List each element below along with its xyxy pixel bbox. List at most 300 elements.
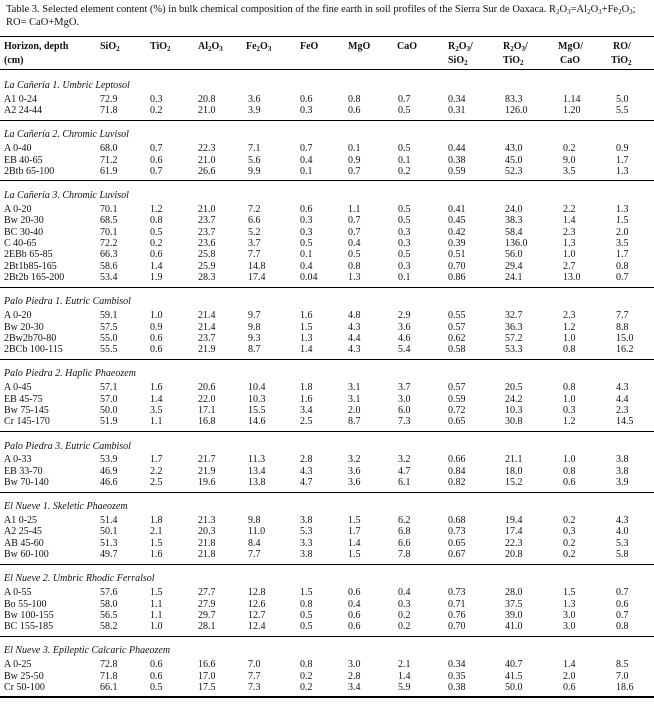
value-cell: 21.8 <box>198 549 216 561</box>
value-cell: 1.5 <box>300 587 313 599</box>
table-row <box>0 105 654 117</box>
horizon-cell: 2Bw2b70-80 <box>4 332 57 344</box>
value-cell: 136.0 <box>505 238 528 249</box>
value-cell: 21.0 <box>198 105 216 117</box>
table-row <box>0 166 654 178</box>
value-cell: 29.7 <box>198 609 216 621</box>
value-cell: 3.6 <box>348 477 361 489</box>
value-cell: 26.6 <box>198 165 216 177</box>
value-cell: 0.73 <box>448 526 466 538</box>
value-cell: 20.3 <box>198 526 216 538</box>
value-cell: 1.0 <box>150 621 163 633</box>
value-cell: 0.6 <box>150 344 163 356</box>
horizon-cell: A 0-25 <box>4 659 32 671</box>
value-cell: 0.7 <box>348 226 361 238</box>
horizon-cell: A2 25-45 <box>4 526 43 538</box>
value-cell: 1.0 <box>150 310 163 322</box>
group-title: El Nueve 2. Umbric Rhodic Ferralsol <box>4 573 155 585</box>
value-cell: 71.2 <box>100 154 118 166</box>
value-cell: 0.8 <box>616 260 629 272</box>
value-cell: 23.7 <box>198 226 216 238</box>
value-cell: 1.1 <box>150 598 163 610</box>
value-cell: 0.8 <box>348 260 361 272</box>
value-cell: 0.84 <box>448 465 466 477</box>
value-cell: 18.0 <box>505 465 523 477</box>
header-ro-tio2: RO/ <box>613 41 631 52</box>
value-cell: 25.9 <box>198 260 216 272</box>
header-fe2o3: $Fe_2O_3$ <box>246 41 272 53</box>
value-cell: 4.0 <box>616 526 629 538</box>
value-cell: 1.5 <box>150 587 163 599</box>
value-cell: 4.8 <box>348 310 361 322</box>
value-cell: 0.3 <box>563 405 576 416</box>
value-cell: 0.7 <box>150 143 163 155</box>
group-separator-rule <box>0 287 654 288</box>
group-title: La Cañería 1. Umbric Leptosol <box>4 80 130 91</box>
value-cell: 4.3 <box>348 321 361 333</box>
value-cell: 22.3 <box>505 537 523 549</box>
group-separator-rule <box>0 120 654 121</box>
value-cell: 0.7 <box>616 609 629 621</box>
value-cell: 16.8 <box>198 416 216 428</box>
value-cell: 0.5 <box>398 203 411 215</box>
value-cell: 1.6 <box>150 382 163 394</box>
group-title: La Cañería 2. Chromic Luvisol <box>4 129 129 141</box>
value-cell: 0.5 <box>398 105 411 117</box>
value-cell: 3.6 <box>398 321 411 333</box>
value-cell: 39.0 <box>505 609 523 621</box>
value-cell: 15.2 <box>505 477 523 489</box>
value-cell: 6.2 <box>398 515 411 526</box>
value-cell: 2.7 <box>563 260 576 272</box>
value-cell: 23.7 <box>198 332 216 344</box>
value-cell: 72.9 <box>100 93 118 105</box>
table-row <box>0 549 654 561</box>
value-cell: 24.1 <box>505 272 523 284</box>
table-row <box>0 204 654 216</box>
value-cell: 2.0 <box>616 226 629 238</box>
value-cell: 57.2 <box>505 332 523 344</box>
header-r2o3-sio2-bottom: SiO$_2$ <box>448 55 468 67</box>
value-cell: 10.3 <box>248 393 266 405</box>
value-cell: 71.8 <box>100 670 118 682</box>
value-cell: 17.1 <box>198 405 216 416</box>
value-cell: 0.9 <box>616 143 629 155</box>
value-cell: 0.7 <box>616 272 629 284</box>
value-cell: 0.38 <box>448 154 466 166</box>
value-cell: 2.8 <box>300 454 313 466</box>
value-cell: 0.5 <box>300 621 313 633</box>
value-cell: 27.7 <box>198 587 216 599</box>
value-cell: 9.9 <box>248 165 261 177</box>
value-cell: 20.8 <box>198 93 216 105</box>
value-cell: 4.6 <box>398 332 411 344</box>
value-cell: 41.0 <box>505 621 523 633</box>
header-feo: FeO <box>300 41 319 52</box>
horizon-cell: 2BCb 100-115 <box>4 344 63 356</box>
value-cell: 1.5 <box>616 215 629 227</box>
horizon-cell: 2Bt1b85-165 <box>4 260 57 272</box>
value-cell: 57.6 <box>100 587 118 599</box>
group-title: Palo Piedra 1. Eutric Cambisol <box>4 296 131 308</box>
value-cell: 61.9 <box>100 165 118 177</box>
value-cell: 15.0 <box>616 332 634 344</box>
group-title: El Nueve 3. Epileptic Calcaric Phaeozem <box>4 645 171 657</box>
value-cell: 1.0 <box>563 332 576 344</box>
group-separator-rule <box>0 180 654 181</box>
value-cell: 8.7 <box>248 344 261 356</box>
value-cell: 1.0 <box>563 393 576 405</box>
value-cell: 1.5 <box>150 537 163 549</box>
value-cell: 36.3 <box>505 321 523 333</box>
value-cell: 0.66 <box>448 454 466 466</box>
value-cell: 24.2 <box>505 393 523 405</box>
value-cell: 0.65 <box>448 416 466 428</box>
value-cell: 58.0 <box>100 598 118 610</box>
horizon-cell: Bw 75-145 <box>4 405 49 416</box>
horizon-cell: A 0-55 <box>4 587 32 599</box>
header-r2o3-tio2: $R_2O_3/$ <box>503 41 528 53</box>
value-cell: 0.8 <box>300 659 313 671</box>
value-cell: 28.0 <box>505 587 523 599</box>
horizon-cell: Bw 20-30 <box>4 215 44 227</box>
value-cell: 0.2 <box>150 238 163 249</box>
table-row <box>0 322 654 334</box>
value-cell: 1.0 <box>563 249 576 261</box>
table-row <box>0 310 654 322</box>
value-cell: 2.8 <box>348 670 361 682</box>
value-cell: 2.1 <box>398 659 411 671</box>
value-cell: 0.1 <box>398 272 411 284</box>
value-cell: 1.3 <box>563 238 576 249</box>
value-cell: 3.8 <box>300 549 313 561</box>
value-cell: 0.1 <box>348 143 361 155</box>
value-cell: 5.3 <box>300 526 313 538</box>
value-cell: 57.0 <box>100 393 118 405</box>
horizon-cell: A 0-33 <box>4 454 32 466</box>
value-cell: 20.6 <box>198 382 216 394</box>
value-cell: 0.8 <box>563 382 576 394</box>
value-cell: 3.5 <box>616 238 629 249</box>
header-horizon: Horizon, depth <box>4 41 69 52</box>
value-cell: 13.8 <box>248 477 266 489</box>
value-cell: 17.4 <box>505 526 523 538</box>
value-cell: 0.39 <box>448 238 466 249</box>
value-cell: 1.6 <box>300 393 313 405</box>
value-cell: 58.6 <box>100 260 118 272</box>
value-cell: 17.4 <box>248 272 266 284</box>
value-cell: 25.8 <box>198 249 216 261</box>
value-cell: 23.6 <box>198 238 216 249</box>
horizon-cell: A 0-40 <box>4 143 32 155</box>
value-cell: 50.0 <box>100 405 118 416</box>
value-cell: 16.6 <box>198 659 216 671</box>
value-cell: 45.0 <box>505 154 523 166</box>
value-cell: 0.8 <box>563 465 576 477</box>
value-cell: 0.2 <box>300 670 313 682</box>
value-cell: 68.0 <box>100 143 118 155</box>
value-cell: 3.5 <box>563 165 576 177</box>
value-cell: 2.9 <box>398 310 411 322</box>
horizon-cell: 2EBb 65-85 <box>4 249 53 261</box>
value-cell: 19.4 <box>505 515 523 526</box>
value-cell: 6.0 <box>398 405 411 416</box>
value-cell: 20.8 <box>505 549 523 561</box>
value-cell: 0.34 <box>448 93 466 105</box>
value-cell: 0.6 <box>300 93 313 105</box>
value-cell: 46.9 <box>100 465 118 477</box>
table-row <box>0 599 654 611</box>
horizon-cell: Bw 60-100 <box>4 549 49 561</box>
value-cell: 1.4 <box>563 659 576 671</box>
value-cell: 0.4 <box>300 154 313 166</box>
value-cell: 7.3 <box>248 682 261 693</box>
value-cell: 6.8 <box>398 526 411 538</box>
value-cell: 1.8 <box>150 515 163 526</box>
value-cell: 0.6 <box>348 105 361 117</box>
header-ro-tio2-bottom: TiO$_2$ <box>611 55 632 67</box>
value-cell: 14.6 <box>248 416 266 428</box>
value-cell: 1.3 <box>300 332 313 344</box>
table-top-rule <box>0 36 654 37</box>
value-cell: 1.1 <box>348 203 361 215</box>
value-cell: 0.2 <box>563 549 576 561</box>
value-cell: 1.7 <box>616 154 629 166</box>
table-row <box>0 155 654 167</box>
value-cell: 57.1 <box>100 382 118 394</box>
horizon-cell: A 0-20 <box>4 310 32 322</box>
value-cell: 21.3 <box>198 515 216 526</box>
value-cell: 0.6 <box>150 659 163 671</box>
value-cell: 53.3 <box>505 344 523 356</box>
value-cell: 13.4 <box>248 465 266 477</box>
value-cell: 55.0 <box>100 332 118 344</box>
horizon-cell: 2Btb 65-100 <box>4 165 55 177</box>
table-row <box>0 238 654 250</box>
value-cell: 4.3 <box>616 382 629 394</box>
value-cell: 0.6 <box>150 154 163 166</box>
header-r2o3-tio2-bottom: TiO$_2$ <box>503 55 524 67</box>
value-cell: 5.3 <box>616 537 629 549</box>
horizon-cell: Cr 50-100 <box>4 682 45 693</box>
value-cell: 1.8 <box>300 382 313 394</box>
value-cell: 0.4 <box>398 587 411 599</box>
value-cell: 51.4 <box>100 515 118 526</box>
value-cell: 7.1 <box>248 143 261 155</box>
horizon-cell: Cr 145-170 <box>4 416 50 428</box>
value-cell: 0.6 <box>150 332 163 344</box>
value-cell: 0.7 <box>348 215 361 227</box>
value-cell: 0.41 <box>448 203 466 215</box>
value-cell: 51.9 <box>100 416 118 428</box>
table-row <box>0 416 654 428</box>
value-cell: 4.7 <box>300 477 313 489</box>
value-cell: 0.6 <box>348 621 361 633</box>
value-cell: 6.6 <box>398 537 411 549</box>
value-cell: 0.5 <box>300 609 313 621</box>
value-cell: 0.57 <box>448 321 466 333</box>
horizon-cell: Bw 70-140 <box>4 477 49 489</box>
table-row <box>0 215 654 227</box>
value-cell: 56.5 <box>100 609 118 621</box>
table-row <box>0 682 654 694</box>
horizon-cell: BC 30-40 <box>4 226 44 238</box>
value-cell: 72.8 <box>100 659 118 671</box>
value-cell: 11.0 <box>248 526 266 538</box>
value-cell: 7.8 <box>398 549 411 561</box>
value-cell: 0.3 <box>398 226 411 238</box>
value-cell: 0.6 <box>348 609 361 621</box>
value-cell: 0.2 <box>398 165 411 177</box>
value-cell: 56.0 <box>505 249 523 261</box>
value-cell: 21.4 <box>198 310 216 322</box>
value-cell: 0.45 <box>448 215 466 227</box>
value-cell: 12.6 <box>248 598 266 610</box>
value-cell: 40.7 <box>505 659 523 671</box>
table-caption <box>6 3 648 29</box>
value-cell: 0.70 <box>448 260 466 272</box>
value-cell: 14.5 <box>616 416 634 428</box>
table-row <box>0 671 654 683</box>
table-bottom-rule <box>0 696 654 698</box>
value-cell: 0.86 <box>448 272 466 284</box>
header-r2o3-sio2: $R_2O_3/$ <box>448 41 473 53</box>
value-cell: 1.1 <box>150 416 163 428</box>
value-cell: 1.5 <box>348 549 361 561</box>
value-cell: 66.1 <box>100 682 118 693</box>
header-mgo: MgO <box>348 41 371 52</box>
value-cell: 14.8 <box>248 260 266 272</box>
value-cell: 7.0 <box>248 659 261 671</box>
value-cell: 19.6 <box>198 477 216 489</box>
table-row <box>0 477 654 489</box>
value-cell: 0.73 <box>448 587 466 599</box>
value-cell: 0.3 <box>563 526 576 538</box>
value-cell: 5.5 <box>616 105 629 117</box>
value-cell: 23.7 <box>198 215 216 227</box>
value-cell: 1.1 <box>150 609 163 621</box>
value-cell: 43.0 <box>505 143 523 155</box>
value-cell: 24.0 <box>505 203 523 215</box>
value-cell: 3.6 <box>348 465 361 477</box>
value-cell: 0.3 <box>150 93 163 105</box>
value-cell: 0.51 <box>448 249 466 261</box>
value-cell: 0.2 <box>563 143 576 155</box>
horizon-cell: A 0-20 <box>4 203 32 215</box>
table-row <box>0 249 654 261</box>
value-cell: 1.2 <box>150 203 163 215</box>
value-cell: 0.55 <box>448 310 466 322</box>
value-cell: 0.2 <box>398 609 411 621</box>
value-cell: 2.0 <box>348 405 361 416</box>
value-cell: 30.8 <box>505 416 523 428</box>
value-cell: 27.9 <box>198 598 216 610</box>
value-cell: 12.4 <box>248 621 266 633</box>
value-cell: 22.3 <box>198 143 216 155</box>
value-cell: 0.57 <box>448 382 466 394</box>
value-cell: 3.0 <box>563 609 576 621</box>
value-cell: 5.4 <box>398 344 411 356</box>
horizon-cell: A1 0-25 <box>4 515 38 526</box>
value-cell: 17.5 <box>198 682 216 693</box>
table-row <box>0 526 654 538</box>
value-cell: 6.6 <box>248 215 261 227</box>
value-cell: 0.5 <box>150 682 163 693</box>
value-cell: 8.5 <box>616 659 629 671</box>
group-title: La Cañería 3. Chromic Luvisol <box>4 190 129 201</box>
table-row <box>0 394 654 406</box>
value-cell: 51.3 <box>100 537 118 549</box>
value-cell: 1.20 <box>563 105 581 117</box>
value-cell: 5.8 <box>616 549 629 561</box>
horizon-cell: Bw 20-30 <box>4 321 44 333</box>
value-cell: 3.8 <box>616 465 629 477</box>
value-cell: 21.7 <box>198 454 216 466</box>
value-cell: 1.4 <box>150 260 163 272</box>
value-cell: 3.9 <box>616 477 629 489</box>
value-cell: 16.2 <box>616 344 634 356</box>
value-cell: 1.7 <box>616 249 629 261</box>
value-cell: 21.9 <box>198 465 216 477</box>
value-cell: 68.5 <box>100 215 118 227</box>
value-cell: 0.6 <box>348 587 361 599</box>
value-cell: 1.4 <box>398 670 411 682</box>
value-cell: 66.3 <box>100 249 118 261</box>
table-row <box>0 454 654 466</box>
value-cell: 0.9 <box>150 321 163 333</box>
value-cell: 7.7 <box>248 670 261 682</box>
value-cell: 0.44 <box>448 143 466 155</box>
table-row <box>0 333 654 345</box>
value-cell: 0.4 <box>300 260 313 272</box>
table-row <box>0 466 654 478</box>
value-cell: 10.3 <box>505 405 523 416</box>
value-cell: 57.5 <box>100 321 118 333</box>
table-row <box>0 515 654 527</box>
value-cell: 3.0 <box>348 659 361 671</box>
table-row <box>0 405 654 417</box>
value-cell: 0.3 <box>300 105 313 117</box>
value-cell: 1.7 <box>348 526 361 538</box>
value-cell: 2.5 <box>300 416 313 428</box>
value-cell: 0.5 <box>150 226 163 238</box>
value-cell: 0.2 <box>300 682 313 693</box>
value-cell: 0.38 <box>448 682 466 693</box>
horizon-cell: AB 45-60 <box>4 537 44 549</box>
group-separator-rule <box>0 636 654 637</box>
value-cell: 0.58 <box>448 344 466 356</box>
value-cell: 70.1 <box>100 226 118 238</box>
value-cell: 2.3 <box>563 226 576 238</box>
value-cell: 2.3 <box>616 405 629 416</box>
value-cell: 3.2 <box>348 454 361 466</box>
value-cell: 3.5 <box>150 405 163 416</box>
value-cell: 0.7 <box>616 587 629 599</box>
value-cell: 3.0 <box>398 393 411 405</box>
value-cell: 4.4 <box>616 393 629 405</box>
value-cell: 3.4 <box>348 682 361 693</box>
horizon-cell: A1 0-24 <box>4 93 38 105</box>
value-cell: 0.7 <box>348 165 361 177</box>
value-cell: 0.8 <box>616 621 629 633</box>
value-cell: 0.8 <box>150 215 163 227</box>
group-separator-rule <box>0 492 654 493</box>
value-cell: 0.04 <box>300 272 318 284</box>
value-cell: 32.7 <box>505 310 523 322</box>
table-row <box>0 143 654 155</box>
value-cell: 0.35 <box>448 670 466 682</box>
group-title: Palo Piedra 3. Eutric Cambisol <box>4 440 131 452</box>
